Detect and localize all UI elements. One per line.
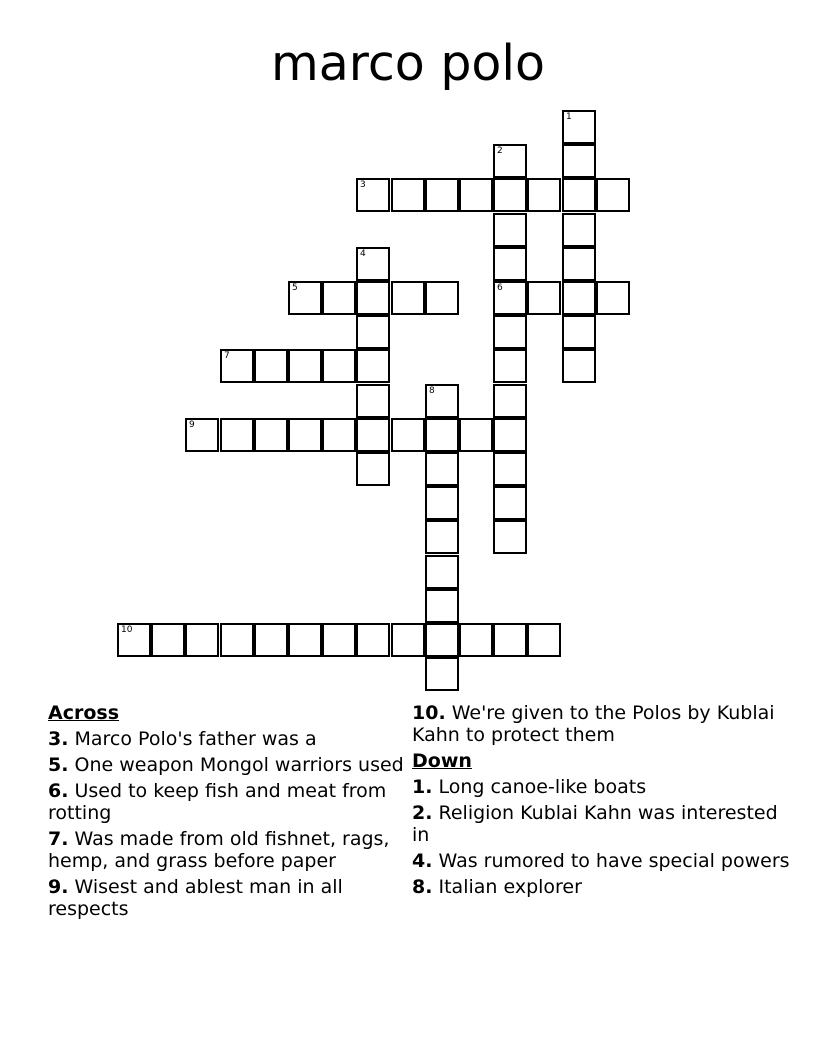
grid-cell[interactable]: [425, 384, 459, 418]
clue-text: Marco Polo's father was a: [74, 728, 317, 750]
grid-cell[interactable]: [562, 144, 596, 178]
cell-number: 4: [360, 249, 366, 259]
clue-down-4: [412, 850, 792, 872]
grid-cell[interactable]: [425, 555, 459, 589]
clue-across-7: [48, 828, 408, 872]
grid-cell[interactable]: [220, 623, 254, 657]
grid-cell[interactable]: [356, 623, 390, 657]
grid-cell[interactable]: [425, 178, 459, 212]
grid-cell[interactable]: [562, 247, 596, 281]
grid-cell[interactable]: [425, 281, 459, 315]
grid-cell[interactable]: [288, 281, 322, 315]
grid-cell[interactable]: [356, 247, 390, 281]
grid-cell[interactable]: [220, 349, 254, 383]
cell-number: 7: [224, 351, 230, 361]
grid-cell[interactable]: [493, 520, 527, 554]
grid-cell[interactable]: [356, 384, 390, 418]
grid-cell[interactable]: [493, 247, 527, 281]
grid-cell[interactable]: [356, 178, 390, 212]
cell-number: 3: [360, 180, 366, 190]
grid-cell[interactable]: [322, 623, 356, 657]
grid-cell[interactable]: [254, 418, 288, 452]
grid-cell[interactable]: [322, 349, 356, 383]
clue-number: 5.: [48, 754, 69, 776]
clue-number: 4.: [412, 850, 433, 872]
grid-cell[interactable]: [220, 418, 254, 452]
grid-cell[interactable]: [493, 144, 527, 178]
clue-across-10: [412, 702, 792, 746]
grid-cell[interactable]: [356, 349, 390, 383]
cell-number: 2: [497, 146, 503, 156]
grid-cell[interactable]: [459, 623, 493, 657]
grid-cell[interactable]: [562, 213, 596, 247]
grid-cell[interactable]: [527, 178, 561, 212]
grid-cell[interactable]: [322, 281, 356, 315]
grid-cell[interactable]: [425, 589, 459, 623]
clue-text: We're given to the Polos by Kublai Kahn to protect them: [412, 702, 775, 746]
cell-number: 8: [429, 386, 435, 396]
grid-cell[interactable]: [596, 281, 630, 315]
clue-number: 2.: [412, 802, 433, 824]
grid-cell[interactable]: [425, 657, 459, 691]
grid-cell[interactable]: [493, 349, 527, 383]
grid-cell[interactable]: [493, 178, 527, 212]
clue-text: Italian explorer: [438, 876, 582, 898]
grid-cell[interactable]: [425, 520, 459, 554]
grid-cell[interactable]: [493, 623, 527, 657]
grid-cell[interactable]: [562, 281, 596, 315]
grid-cell[interactable]: [493, 418, 527, 452]
grid-cell[interactable]: [356, 281, 390, 315]
clue-across-6: [48, 780, 408, 824]
clue-down-1: [412, 776, 792, 798]
grid-cell[interactable]: [356, 315, 390, 349]
down-heading: Down: [412, 750, 472, 772]
clue-down-8: [412, 876, 792, 898]
clue-number: 1.: [412, 776, 433, 798]
clue-number: 8.: [412, 876, 433, 898]
grid-cell[interactable]: [562, 178, 596, 212]
grid-cell[interactable]: [288, 418, 322, 452]
cell-number: 1: [566, 112, 572, 122]
grid-cell[interactable]: [391, 281, 425, 315]
clues-right-column: [412, 702, 792, 902]
grid-cell[interactable]: [185, 418, 219, 452]
grid-cell[interactable]: [493, 384, 527, 418]
clues-left-column: [48, 702, 408, 924]
clue-number: 6.: [48, 780, 69, 802]
clue-number: 7.: [48, 828, 69, 850]
grid-cell[interactable]: [391, 178, 425, 212]
grid-cell[interactable]: [425, 452, 459, 486]
grid-cell[interactable]: [562, 110, 596, 144]
clue-text: Wisest and ablest man in all respects: [48, 876, 343, 920]
grid-cell[interactable]: [391, 418, 425, 452]
cell-number: 10: [121, 625, 133, 635]
grid-cell[interactable]: [322, 418, 356, 452]
grid-cell[interactable]: [527, 281, 561, 315]
grid-cell[interactable]: [493, 213, 527, 247]
grid-cell[interactable]: [288, 349, 322, 383]
clue-number: 3.: [48, 728, 69, 750]
grid-cell[interactable]: [288, 623, 322, 657]
grid-cell[interactable]: [459, 178, 493, 212]
grid-cell[interactable]: [493, 281, 527, 315]
grid-cell[interactable]: [254, 349, 288, 383]
grid-cell[interactable]: [527, 623, 561, 657]
clue-text: Was made from old fishnet, rags, hemp, and grass before paper: [48, 828, 390, 872]
clue-text: Long canoe-like boats: [438, 776, 647, 798]
clue-across-5: [48, 754, 408, 776]
grid-cell[interactable]: [562, 315, 596, 349]
clue-text: Was rumored to have special powers: [438, 850, 790, 872]
clue-across-9: [48, 876, 408, 920]
clue-across-3: [48, 728, 408, 750]
clue-text: One weapon Mongol warriors used: [74, 754, 404, 776]
grid-cell[interactable]: [356, 452, 390, 486]
clue-number: 10.: [412, 702, 446, 724]
clue-number: 9.: [48, 876, 69, 898]
grid-cell[interactable]: [493, 315, 527, 349]
grid-cell[interactable]: [425, 418, 459, 452]
grid-cell[interactable]: [185, 623, 219, 657]
grid-cell[interactable]: [493, 452, 527, 486]
grid-cell[interactable]: [117, 623, 151, 657]
grid-cell[interactable]: [493, 486, 527, 520]
grid-cell[interactable]: [356, 418, 390, 452]
page-title: marco polo: [271, 35, 545, 92]
grid-cell[interactable]: [425, 486, 459, 520]
grid-cell[interactable]: [151, 623, 185, 657]
across-heading: Across: [48, 702, 120, 724]
grid-cell[interactable]: [391, 623, 425, 657]
cell-number: 9: [189, 420, 195, 430]
grid-cell[interactable]: [562, 349, 596, 383]
cell-number: 5: [292, 283, 298, 293]
grid-cell[interactable]: [459, 418, 493, 452]
clue-down-2: [412, 802, 792, 846]
grid-cell[interactable]: [254, 623, 288, 657]
clue-text: Used to keep fish and meat from rotting: [48, 780, 387, 824]
clue-text: Religion Kublai Kahn was interested in: [412, 802, 778, 846]
grid-cell[interactable]: [596, 178, 630, 212]
grid-cell[interactable]: [425, 623, 459, 657]
cell-number: 6: [497, 283, 503, 293]
